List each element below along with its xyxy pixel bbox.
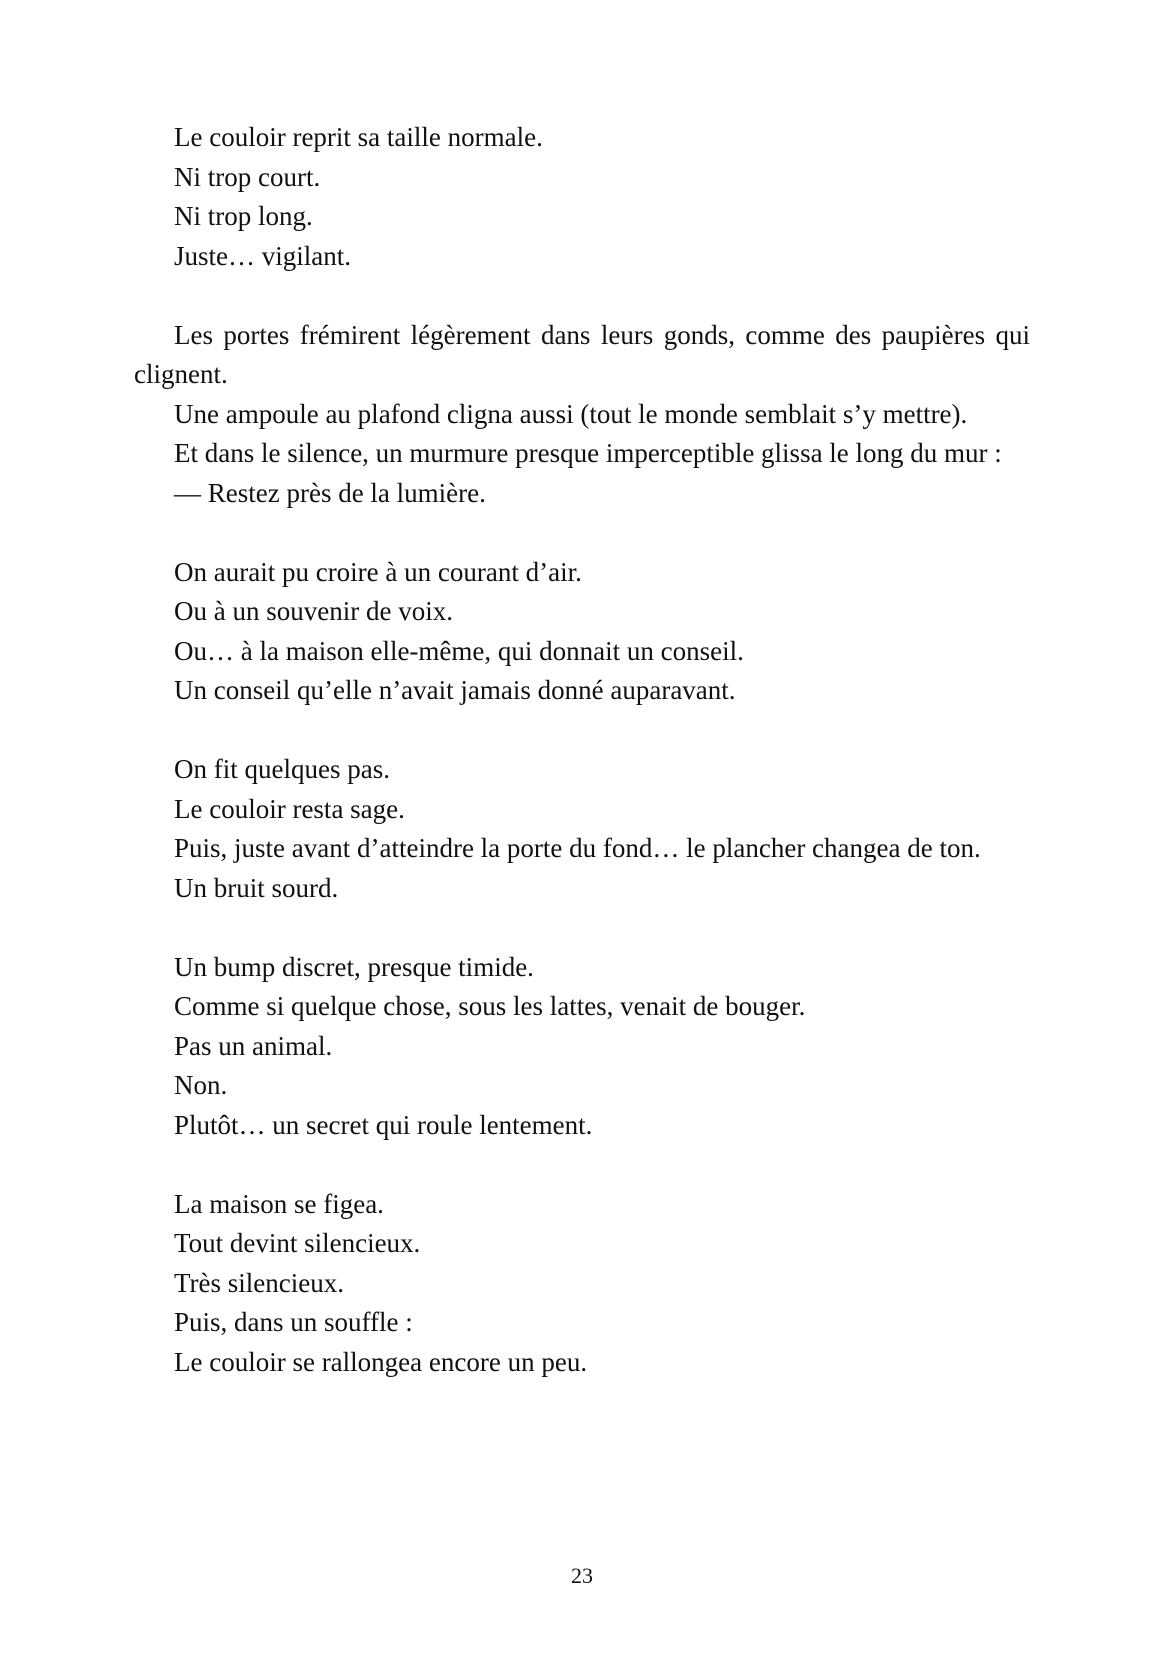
paragraph: Un bruit sourd. <box>174 872 339 903</box>
paragraph-gap <box>134 513 1030 553</box>
paragraph: Ni trop long. <box>174 201 313 231</box>
body-text <box>134 118 1030 1382</box>
paragraph: Le couloir resta sage. <box>174 793 405 824</box>
paragraph: Et dans le silence, un murmure presque imperceptible glissa le long du mur : <box>174 438 1002 468</box>
paragraph: Une ampoule au plafond cligna aussi (tout le monde semblait s’y mettre). <box>174 398 968 429</box>
page-number: 23 <box>571 1563 593 1588</box>
paragraph-gap <box>134 1145 1030 1185</box>
paragraph: Non. <box>174 1070 228 1100</box>
paragraph: Juste… vigilant. <box>174 240 351 271</box>
paragraph: Comme si quelque chose, sous les lattes, venait de bouger. <box>174 991 806 1021</box>
paragraph: Pas un animal. <box>174 1030 333 1061</box>
paragraph: Puis, dans un souffle : <box>174 1307 413 1337</box>
paragraph: Les portes frémirent légèrement dans leurs gonds, comme des paupières qui clignent. <box>134 319 1030 389</box>
paragraph: Le couloir reprit sa taille normale. <box>174 122 543 152</box>
paragraph: On fit quelques pas. <box>174 754 390 784</box>
paragraph-gap <box>134 711 1030 751</box>
paragraph: Très silencieux. <box>174 1267 344 1298</box>
paragraph: Le couloir se rallongea encore un peu. <box>174 1346 588 1377</box>
paragraph: Ou à un souvenir de voix. <box>174 596 453 626</box>
paragraph: Un bump discret, presque timide. <box>174 951 534 982</box>
paragraph: — Restez près de la lumière. <box>174 477 486 508</box>
paragraph: Tout devint silencieux. <box>174 1228 421 1258</box>
paragraph: Un conseil qu’elle n’avait jamais donné auparavant. <box>174 675 736 705</box>
paragraph: Ou… à la maison elle-même, qui donnait un conseil. <box>174 635 744 666</box>
paragraph: La maison se figea. <box>174 1188 384 1219</box>
paragraph-gap <box>134 276 1030 316</box>
paragraph-gap <box>134 908 1030 948</box>
paragraph: On aurait pu croire à un courant d’air. <box>174 556 582 587</box>
paragraph: Puis, juste avant d’atteindre la porte du fond… le plancher changea de ton. <box>174 833 981 863</box>
paragraph: Plutôt… un secret qui roule lentement. <box>174 1109 593 1140</box>
paragraph: Ni trop court. <box>174 161 321 192</box>
